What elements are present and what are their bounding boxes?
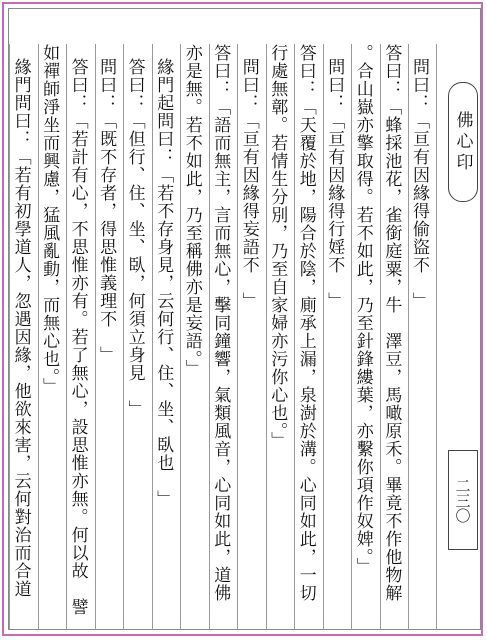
text-column: 答曰：「若計有心，不思惟亦有。若了無心，設思惟亦無。何以故 譬 xyxy=(66,44,95,630)
text-columns xyxy=(9,44,437,630)
text-column: 問曰：「亘有因緣得行婬不 」 xyxy=(323,44,352,630)
text-column: 行處無鄣。若情生分別，乃至自家婦亦污你心也。」 xyxy=(266,44,295,630)
text-column: 問曰：「既不存者，得思惟義理不 」 xyxy=(95,44,124,630)
text-column: 問曰：「亘有因緣得偷盜不 」 xyxy=(408,44,437,630)
text-column: 答曰：「但行、住、坐、臥，何須立身見 」 xyxy=(123,44,152,630)
text-column: 問曰：「亘有因緣得妄語不 」 xyxy=(237,44,266,630)
text-column: 緣門起問曰：「若不存身見，云何行、住、坐、臥也 」 xyxy=(152,44,181,630)
page-number: 二三〇 xyxy=(448,450,478,550)
text-column: 。合山嶽亦擎取得。若不如此，乃至針鋒縷葉，亦繫你項作奴婢。」 xyxy=(351,44,380,630)
text-column: 緣門問曰：「若有初學道人，忽遇因緣，他欲來害，云何對治而合道 xyxy=(9,44,38,630)
text-column: 答曰：「語而無主，言而無心，擊同鐘響，氣類風音，心同如此，道佛 xyxy=(209,44,238,630)
text-column: 亦是無。若不如此，乃至稱佛亦是妄語。」 xyxy=(180,44,209,630)
book-title: 佛心印 xyxy=(448,82,478,202)
text-column: 答曰：「蜂採池花，雀銜庭粟，牛 澤豆，馬噉原禾。畢竟不作他物解 xyxy=(380,44,409,630)
text-column: 答曰：「天覆於地，陽合於陰，廁承上漏，泉澍於溝。心同如此，一切 xyxy=(294,44,323,630)
text-column: 如禪師淨坐而興慮，猛風亂動，而無心也。」 xyxy=(38,44,67,630)
